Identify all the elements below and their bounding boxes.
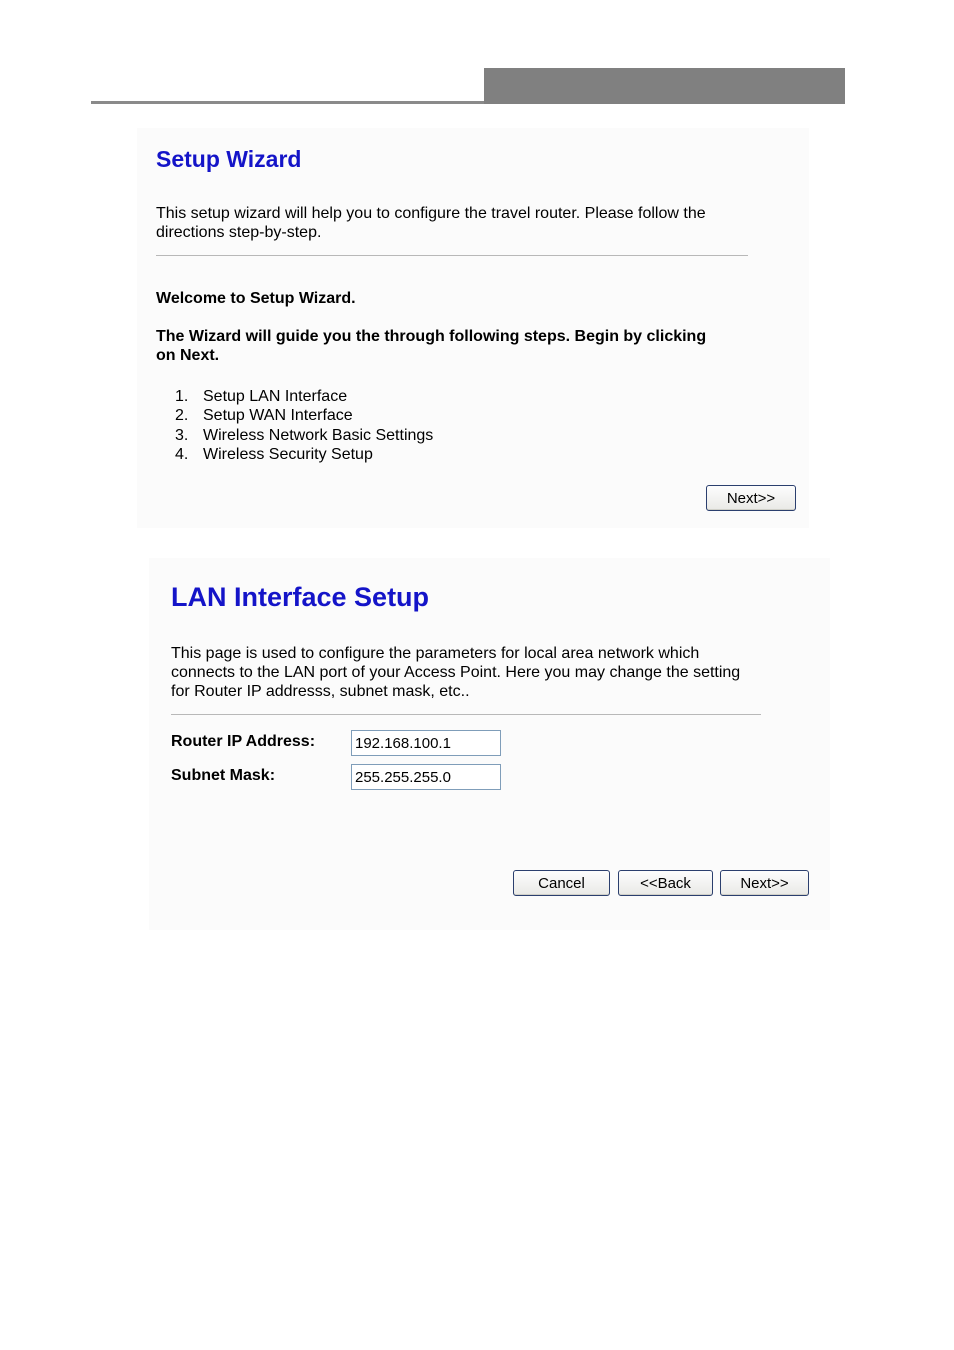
router-ip-input[interactable] — [351, 730, 501, 756]
list-item: 3. Wireless Network Basic Settings — [175, 426, 434, 444]
list-item: 4. Wireless Security Setup — [175, 446, 373, 464]
back-button[interactable]: <<Back — [618, 870, 713, 896]
header-bar — [484, 68, 845, 104]
subnet-mask-input[interactable] — [351, 764, 501, 790]
setup-wizard-panel — [137, 128, 809, 528]
guide-text: The Wizard will guide you the through following steps. Begin by clicking on Next. — [156, 328, 707, 364]
divider — [171, 714, 761, 715]
list-item: 1. Setup LAN Interface — [175, 388, 348, 405]
next-button[interactable]: Next>> — [720, 870, 809, 896]
wizard-description: This setup wizard will help you to configure the travel router. Please follow the directions step-by-step. — [156, 205, 706, 241]
steps-list — [175, 387, 433, 465]
lan-description: This page is used to configure the parameters for local area network which connects to the LAN port of your Access Point. Here you may change the setting for Router IP addresss, subnet mask, etc.. — [171, 645, 741, 700]
welcome-text: Welcome to Setup Wizard. — [156, 290, 356, 307]
router-ip-label: Router IP Address: — [171, 733, 316, 750]
divider — [156, 255, 748, 256]
lan-title: LAN Interface Setup — [171, 582, 430, 612]
header-rule — [91, 101, 484, 104]
list-item: 2. Setup WAN Interface — [175, 407, 353, 425]
cancel-button[interactable]: Cancel — [513, 870, 610, 896]
lan-setup-panel — [149, 558, 830, 930]
next-button[interactable]: Next>> — [706, 485, 796, 511]
subnet-mask-label: Subnet Mask: — [171, 767, 276, 784]
page-title: Setup Wizard — [156, 146, 302, 172]
